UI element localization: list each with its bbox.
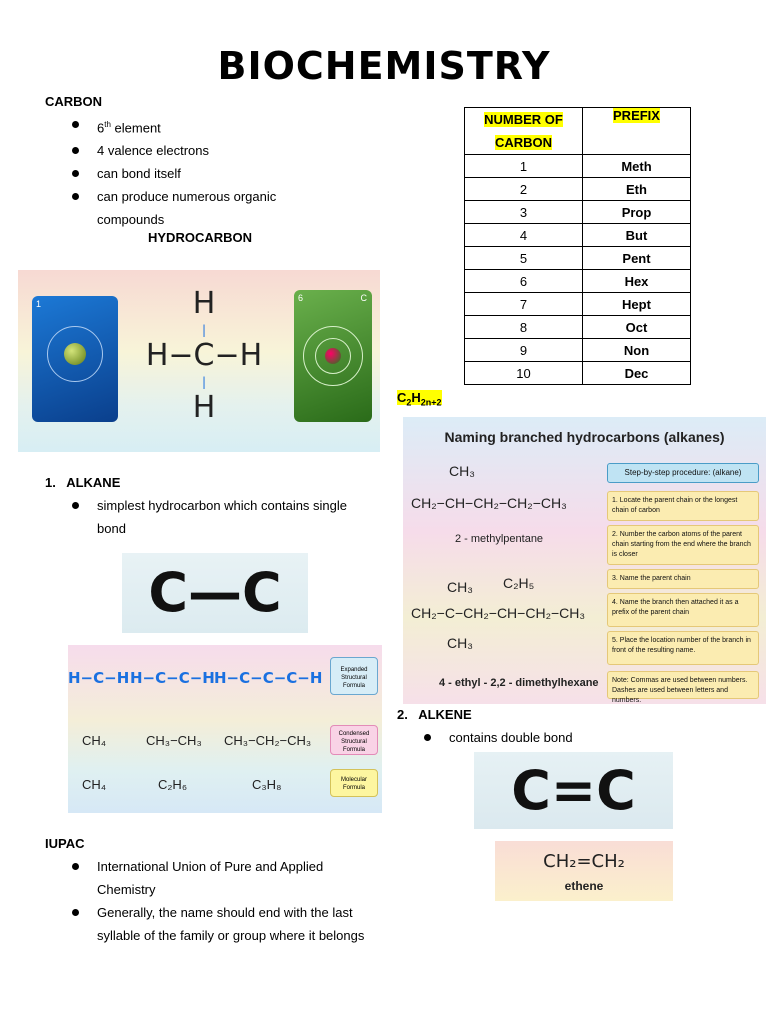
step-5: 5. Place the location number of the branch in front of the resulting name.: [607, 631, 759, 665]
hydrocarbon-heading: HYDROCARBON: [148, 230, 252, 245]
alkene-bullet: contains double bond: [397, 726, 737, 749]
step-1: 1. Locate the parent chain or the longest chain of carbon: [607, 491, 759, 521]
general-formula-text: $C_2H_{2n+2}$: [397, 390, 442, 408]
single-bond-image: C—C: [122, 553, 308, 633]
table-header-row: [465, 108, 691, 155]
iupac-bullets: [45, 855, 375, 947]
general-formula: [397, 390, 442, 408]
carbon-bullet-1: 6th element: [45, 113, 335, 139]
molecular-label: Molecular Formula: [330, 769, 378, 797]
header-number-of-carbon: NUMBER OF CARBON: [465, 108, 583, 155]
table-row: 10 Dec: [465, 362, 691, 385]
carbon-nucleus: [325, 348, 341, 364]
iupac-bullet-2: Generally, the name should end with the last syllable of the family or group where it belongs: [45, 901, 375, 947]
iupac-heading: IUPAC: [45, 836, 85, 851]
carbon-bullet-3: can bond itself: [45, 162, 335, 185]
expanded-label: Expanded Structural Formula: [330, 657, 378, 695]
carbon-bullet-4: can produce numerous organic compounds: [45, 185, 335, 231]
alkene-heading: 2. ALKENE: [397, 707, 472, 722]
ethene-image: CH₂=CH₂ ethene: [495, 841, 673, 901]
note-box: Note: Commas are used between numbers. Dashes are used between letters and numbers.: [607, 671, 759, 699]
steps-title: Step-by-step procedure: (alkane): [607, 463, 759, 483]
table-row: 8 Oct: [465, 316, 691, 339]
carbon-atom-card: 6 C: [294, 290, 372, 422]
carbon-heading: CARBON: [45, 94, 103, 109]
table-row: 2 Eth: [465, 178, 691, 201]
hydrogen-nucleus: [64, 343, 86, 365]
table-row: 1 Meth: [465, 155, 691, 178]
table-row: 6 Hex: [465, 270, 691, 293]
step-4: 4. Name the branch then attached it as a prefix of the parent chain: [607, 593, 759, 627]
alkane-formula-chart: H−C−H H−C−C−H H−C−C−C−H CH₄ CH₃−CH₃ CH₃−CH₂−CH₃ CH₄ C₂H₆ C₃H₈ Expanded Structural Formula Condensed Structural Formula Molecular Formula: [68, 645, 382, 813]
carbon-bullet-2: 4 valence electrons: [45, 139, 335, 162]
alkene-bullets: [397, 726, 737, 749]
table-row: 3 Prop: [465, 201, 691, 224]
header-prefix: PREFIX: [583, 108, 691, 155]
alkane-heading: 1. ALKANE: [45, 475, 121, 490]
iupac-bullet-1: International Union of Pure and Applied Chemistry: [45, 855, 375, 901]
branched-hydrocarbons-image: Naming branched hydrocarbons (alkanes) CH₃ CH₂−CH−CH₂−CH₂−CH₃ 2 - methylpentane CH₃ C₂H₅ CH₂−C−CH₂−CH−CH₂−CH₃ CH₃ 4 - ethyl - 2,2 - dimethylhexane Step-by-step procedure: (alkane) 1. Locate the parent chain or the longest chain of carbon 2. Number the carbon atoms of the parent chain starting from the end where the branch is closer 3. Name the parent chain 4. Name the branch then attached it as a prefix of the parent chain 5. Place the location number of the branch in front of the resulting name. Note: Commas are used between numbers. Dashes are used between letters and numbers.: [403, 417, 766, 704]
expanded-formulas: H−C−H H−C−C−H H−C−C−C−H: [68, 669, 323, 687]
alkane-bullets: [45, 494, 375, 540]
methane-image: [18, 270, 380, 452]
condensed-label: Condensed Structural Formula: [330, 725, 378, 755]
page-title: BIOCHEMISTRY: [217, 44, 551, 88]
table-row: 4 But: [465, 224, 691, 247]
double-bond-image: C=C: [474, 752, 673, 829]
table-row: 5 Pent: [465, 247, 691, 270]
table-row: 7 Hept: [465, 293, 691, 316]
carbon-bullets: [45, 113, 335, 231]
hydrogen-atom-card: 1: [32, 296, 118, 422]
table-row: 9 Non: [465, 339, 691, 362]
step-3: 3. Name the parent chain: [607, 569, 759, 589]
methane-structure: H | H−C−H | H: [145, 286, 263, 425]
alkane-bullet: simplest hydrocarbon which contains single bond: [45, 494, 375, 540]
step-2: 2. Number the carbon atoms of the parent chain starting from the end where the branch is closer: [607, 525, 759, 565]
prefix-table: [464, 107, 691, 385]
